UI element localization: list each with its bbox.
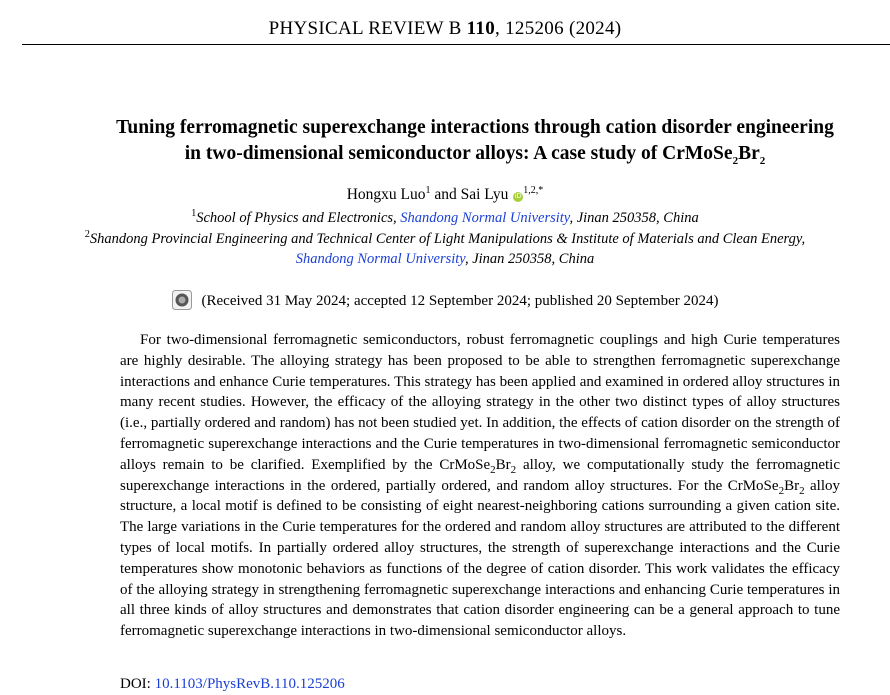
affiliation-link[interactable]: Shandong Normal University [295, 251, 465, 267]
check-for-updates-icon[interactable] [172, 290, 192, 310]
journal-header [0, 18, 890, 40]
publication-history [0, 290, 890, 310]
affiliation-1: $^1$School of Physics and Electronics, Shandong Normal University, Jinan 250358, China [191, 208, 699, 226]
doi: DOI: 10.1103/PhysRevB.110.125206 [120, 676, 345, 692]
doi-link[interactable]: 10.1103/PhysRevB.110.125206 [154, 676, 345, 692]
journal-article: , 125206 (2024) [495, 18, 622, 39]
author-list: Hongxu Luo$^1$ and Sai Lyu $iD^{1,2,*}$ [346, 184, 544, 203]
affiliation-2-cont: Shandong Normal University, Jinan 250358, China [295, 251, 595, 267]
title-line-1: Tuning ferromagnetic superexchange interactions through cation disorder engineering [116, 117, 834, 138]
affiliation-link[interactable]: Shandong Normal University [400, 210, 570, 226]
author-name: Hongxu Luo [346, 186, 426, 203]
journal-name: PHYSICAL REVIEW B [268, 18, 462, 39]
author-name: Sai Lyu [460, 186, 509, 203]
history-text: (Received 31 May 2024; accepted 12 September 2024; published 20 September 2024) [201, 293, 719, 309]
abstract: For two-dimensional ferromagnetic semiconductors, robust ferromagnetic couplings and high Curie temperatures are highly desirable. The alloying strategy has been proposed to be able to strengthen ferromagnetic superexchange interactions and enhance Curie temperatures. This strategy has been applied and examined in ordered alloy structures in many recent studies. However, the efficacy of the alloying strategy in the other two distinct types of alloy structures (i.e., partially ordered and random) has not been studied yet. In addition, the effects of cation disorder on the strength of ferromagnetic superexchange interactions and the Curie temperatures in two-dimensional ferromagnetic semiconductor alloys remain to be clarified. Exemplified by the $CrMoSe_2Br_2$ alloy, we computationally study the ferromagnetic superexchange interactions in the ordered, partially ordered, and random alloy structures. For the $CrMoSe_2Br_2$ alloy structure, a local motif is defined to be consisting of eight nearest-neighboring cations surrounding a given cation site. The large variations in the Curie temperatures for the ordered and random alloy structures are attributed to the different types of local motifs. In partially ordered alloy structures, the strength of superexchange interactions and the Curie temperatures show monotonic behaviors as functions of the degree of cation disorder. This work validates the efficacy of the alloying strategy in strengthening ferromagnetic superexchange interactions and enhancing Curie temperatures in all three kinds of alloy structures and demonstrates that cation disorder engineering can be a general approach to tune ferromagnetic superexchange interactions in two-dimensional semiconductor alloys. [120, 332, 841, 640]
affiliation-2: $^2$Shandong Provincial Engineering and Technical Center of Light Manipulations & Institute of Materials and Clean Energy, [84, 229, 806, 247]
orcid-icon[interactable]: iD [514, 193, 522, 200]
author-affiliation-mark: 1 [425, 184, 431, 196]
paper-title [60, 115, 890, 167]
author-affiliation-mark: 1,2,* [523, 184, 544, 196]
journal-volume: 110 [466, 18, 495, 39]
header-rule [22, 44, 890, 45]
title-line-2: in two-dimensional semiconductor alloys: A case study of $CrMoSe_2Br_2$ [184, 143, 766, 167]
